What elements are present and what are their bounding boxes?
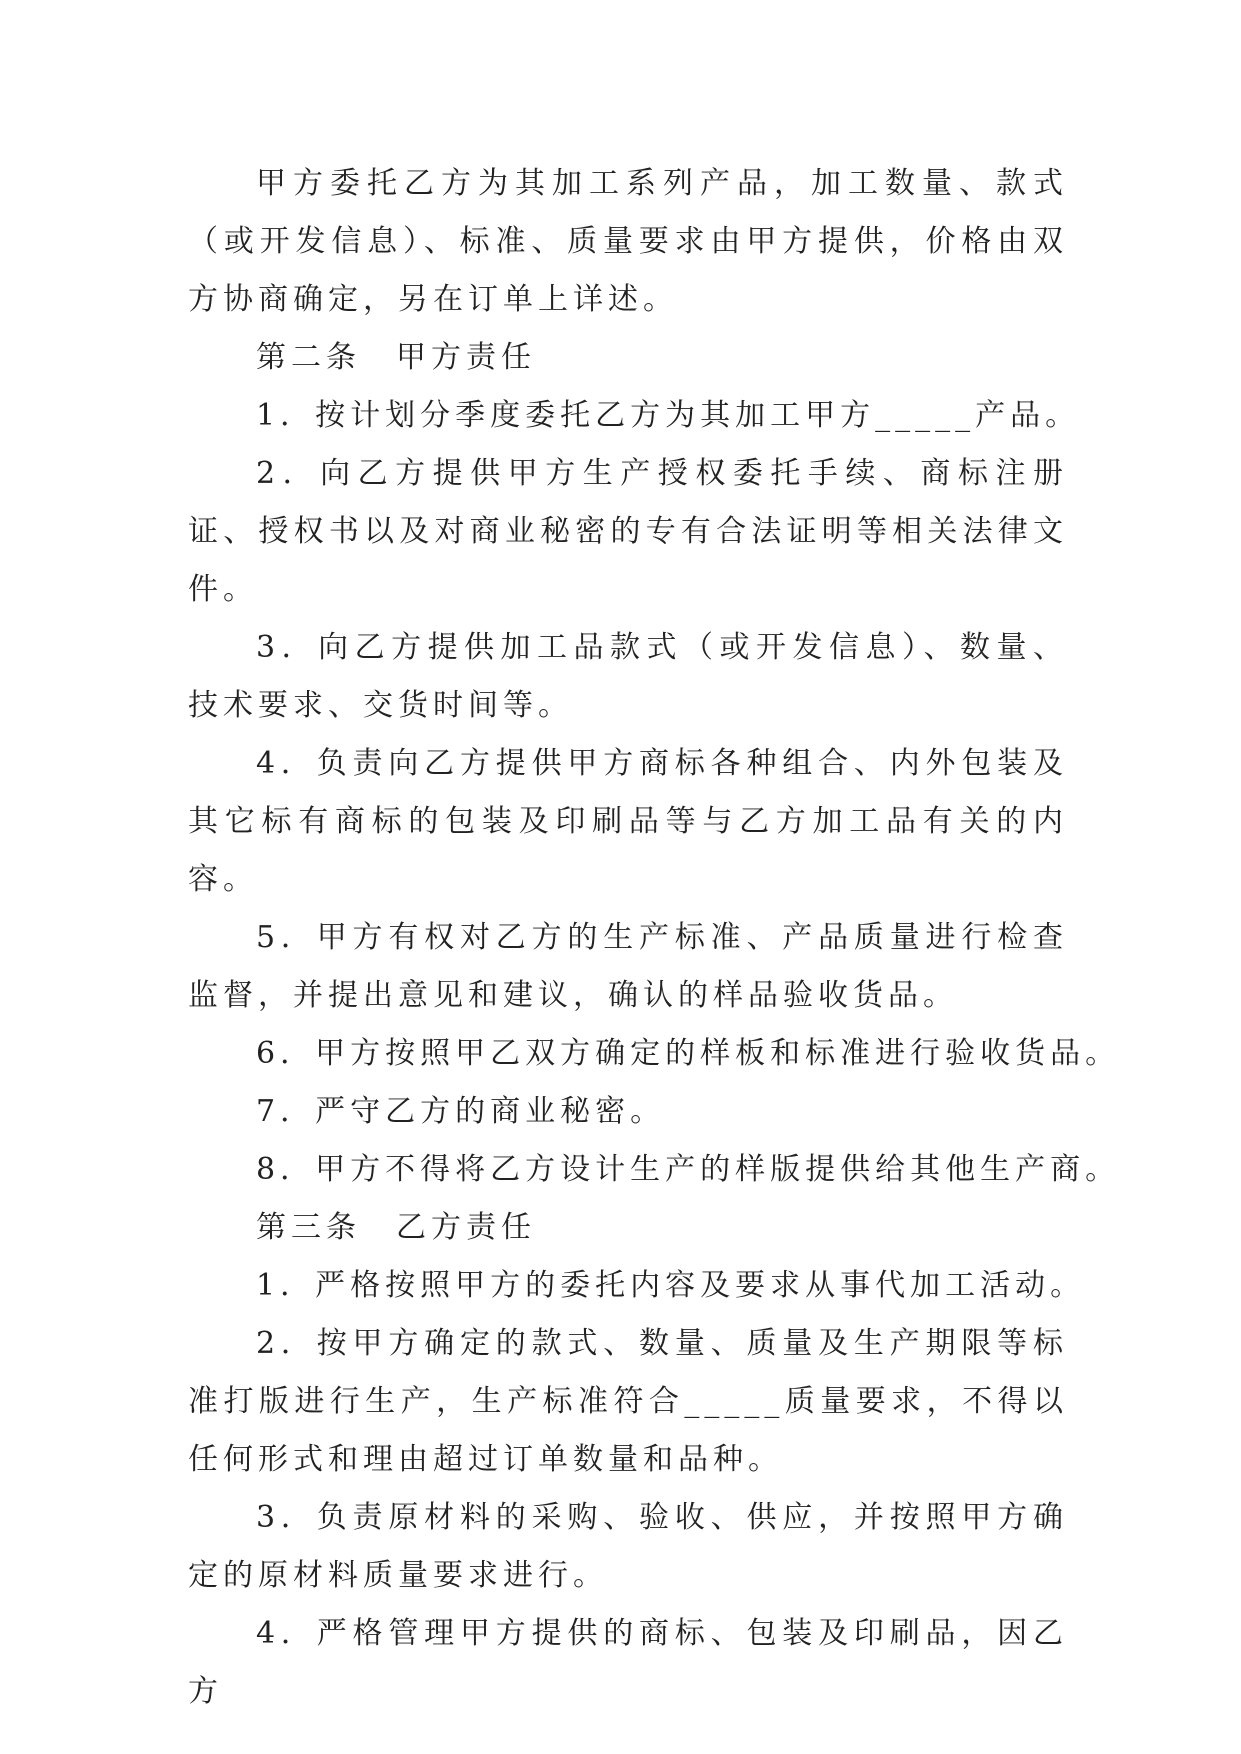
article-2-item-7: 7．严守乙方的商业秘密。 (256, 1094, 666, 1129)
article-2-item-6: 6．甲方按照甲乙双方确定的样板和标准进行验收货品。 (256, 1036, 1121, 1071)
article-3-item-3: 3．负责原材料的采购、验收、供应，并按照甲方确定的原材料质量要求进行。 (188, 1500, 1068, 1593)
article-2-heading: 第二条 甲方责任 (256, 340, 536, 375)
article-3-item-2: 2．按甲方确定的款式、数量、质量及生产期限等标准打版进行生产，生产标准符合_____质量要求，不得以任何形式和理由超过订单数量和品种。 (188, 1326, 1068, 1477)
article-2-item-2: 2．向乙方提供甲方生产授权委托手续、商标注册证、授权书以及对商业秘密的专有合法证明等相关法律文件。 (188, 456, 1068, 607)
intro-paragraph: 甲方委托乙方为其加工系列产品，加工数量、款式（或开发信息）、标准、质量要求由甲方提供，价格由双方协商确定，另在订单上详述。 (188, 166, 1068, 317)
article-2-item-8: 8．甲方不得将乙方设计生产的样版提供给其他生产商。 (256, 1152, 1121, 1187)
article-2-item-5: 5．甲方有权对乙方的生产标准、产品质量进行检查监督，并提出意见和建议，确认的样品验收货品。 (188, 920, 1068, 1013)
article-2-item-4: 4．负责向乙方提供甲方商标各种组合、内外包装及其它标有商标的包装及印刷品等与乙方加工品有关的内容。 (188, 746, 1068, 897)
document-body (188, 155, 1121, 1721)
article-3-item-4: 4．严格管理甲方提供的商标、包装及印刷品，因乙方 (188, 1616, 1068, 1709)
article-2-item-3: 3．向乙方提供加工品款式（或开发信息）、数量、技术要求、交货时间等。 (188, 630, 1068, 723)
article-3-item-1: 1．严格按照甲方的委托内容及要求从事代加工活动。 (256, 1268, 1086, 1303)
article-2-item-1: 1．按计划分季度委托乙方为其加工甲方_____产品。 (256, 398, 1081, 433)
article-3-heading: 第三条 乙方责任 (256, 1210, 536, 1245)
